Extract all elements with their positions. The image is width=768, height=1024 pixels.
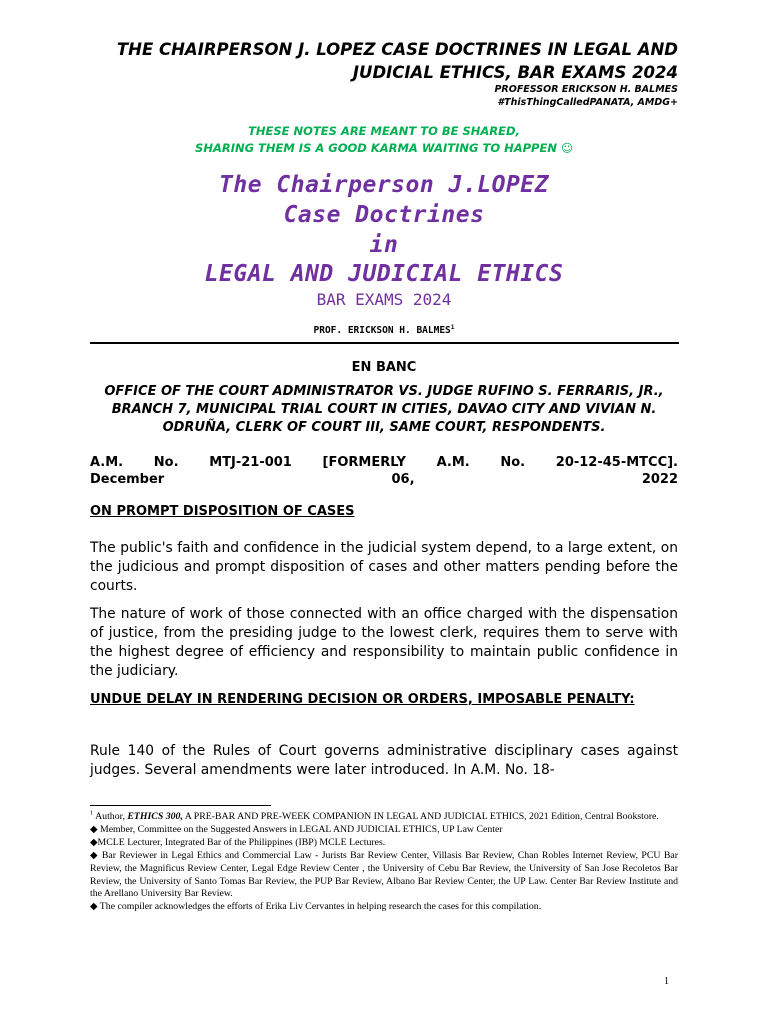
case-date-year: 2022	[641, 472, 678, 487]
case-citation	[90, 454, 678, 488]
footnotes	[90, 811, 678, 914]
doc-title-bar-exams: BAR EXAMS 2024	[316, 290, 452, 309]
footnote-item-acknowledgement: ◆ The compiler acknowledges the efforts of Erika Liv Cervantes in helping research the cases for this compilation.	[90, 901, 542, 913]
footnote-1-prefix: Author,	[93, 811, 128, 822]
author-line	[90, 325, 678, 337]
footnote-1-mark: 1	[90, 809, 94, 817]
author-footnote-mark: 1	[450, 323, 455, 331]
doc-title-line3: in	[369, 232, 399, 258]
footnote-1-rest: A PRE-BAR AND PRE-WEEK COMPANION IN LEGAL AND JUDICIAL ETHICS, 2021 Edition, Central Bookstore.	[182, 811, 659, 822]
section-heading-prompt-disposition: ON PROMPT DISPOSITION OF CASES	[90, 504, 355, 519]
hashtag: #ThisThingCalledPANATA, AMDG+	[497, 97, 678, 108]
running-header-title	[78, 38, 678, 84]
share-note-line1: THESE NOTES ARE MEANT TO BE SHARED,	[248, 124, 520, 138]
page-number: 1	[664, 976, 669, 987]
title-divider	[90, 342, 679, 344]
footnote-1	[90, 811, 678, 824]
author-name: PROF. ERICKSON H. BALMES	[313, 325, 451, 336]
running-header-line1: THE CHAIRPERSON J. LOPEZ CASE DOCTRINES IN LEGAL AND	[116, 40, 678, 59]
case-citation-number: A.M. No. MTJ-21-001 [FORMERLY A.M. No. 20-12-45-MTCC].	[90, 455, 678, 470]
section-heading-undue-delay: UNDUE DELAY IN RENDERING DECISION OR ORDERS, IMPOSABLE PENALTY:	[90, 692, 635, 707]
paragraph-rule-140: Rule 140 of the Rules of Court governs administrative disciplinary cases against judges. Several amendments were later introduced. In A.M. No. 18-	[90, 743, 678, 778]
running-header-line2: JUDICIAL ETHICS, BAR EXAMS 2024	[352, 63, 678, 82]
case-date-day: 06,	[391, 472, 415, 487]
footnote-item-mcle: ◆MCLE Lecturer, Integrated Bar of the Philippines (IBP) MCLE Lectures.	[90, 836, 386, 848]
paragraph-nature-of-work: The nature of work of those connected with an office charged with the dispensation of justice, from the presiding judge to the lowest clerk, requires them to serve with the highest degree of efficiency and responsibility to maintain public confidence in the judiciary.	[90, 606, 678, 679]
footnote-item-committee: ◆ Member, Committee on the Suggested Answers in LEGAL AND JUDICIAL ETHICS, UP Law Center	[90, 823, 503, 835]
professor-name: PROFESSOR ERICKSON H. BALMES	[494, 84, 678, 95]
footnote-separator	[90, 805, 271, 806]
share-note	[90, 123, 678, 157]
doc-title-line4: LEGAL AND JUDICIAL ETHICS	[204, 261, 564, 287]
case-date-month: December	[90, 472, 165, 487]
case-date	[90, 471, 678, 488]
footnote-item-bar-reviewer: ◆ Bar Reviewer in Legal Ethics and Commercial Law - Jurists Bar Review Center, Villasis Bar Review, Chan Robles Internet Review, PCU Bar Review, the Magnificus Review Center, Legal Edge Review Center , the University of Cebu Bar Review, the University of San Jose Recoletos Bar Review, the University of Santo Tomas Bar Review, the PUP Bar Review, Albano Bar Review Center, the UP Law. Center Bar Review Institute and the Arellano University Bar Review.	[90, 849, 678, 900]
running-header-author	[278, 83, 678, 109]
doc-title-line2: Case Doctrines	[283, 202, 485, 228]
footnote-1-book-title: ETHICS 300,	[127, 811, 183, 822]
share-note-line2: SHARING THEM IS A GOOD KARMA WAITING TO HAPPEN ☺	[195, 141, 573, 155]
paragraph-public-faith: The public's faith and confidence in the judicial system depend, to a large extent, on the judicious and prompt disposition of cases and other matters pending before the courts.	[90, 540, 678, 594]
doc-title-line1: The Chairperson J.LOPEZ	[219, 172, 549, 198]
en-banc-label: EN BANC	[351, 360, 417, 375]
case-title: OFFICE OF THE COURT ADMINISTRATOR VS. JUDGE RUFINO S. FERRARIS, JR., BRANCH 7, MUNICIPAL TRIAL COURT IN CITIES, DAVAO CITY AND VIVIAN N. ODRUÑA, CLERK OF COURT III, SAME COURT, RESPONDENTS.	[104, 384, 664, 435]
